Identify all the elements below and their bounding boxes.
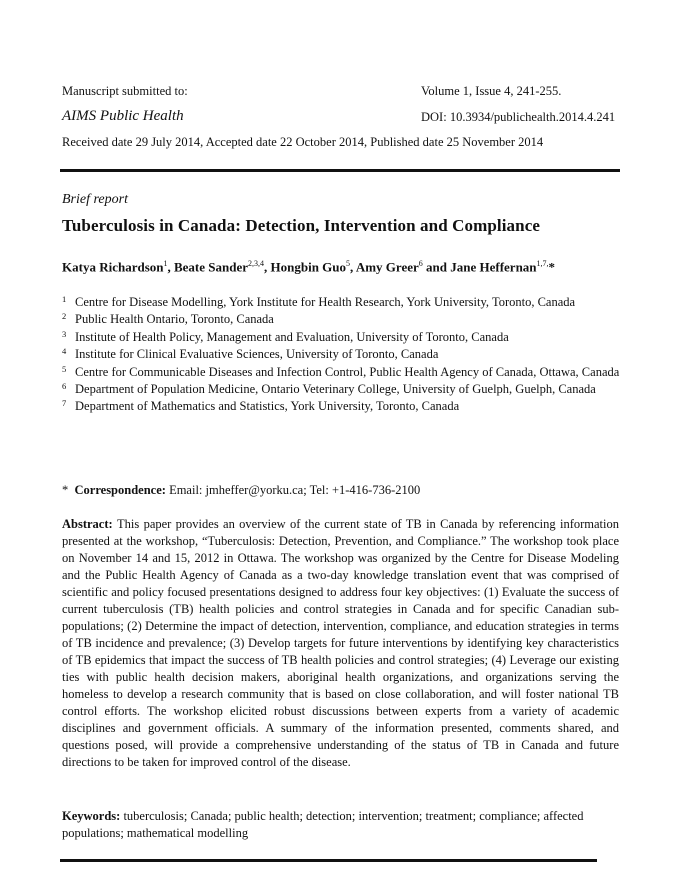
author-separator: , <box>350 259 356 275</box>
corresponding-author-mark: * <box>548 259 556 275</box>
author-affiliation-sup: 2,3,4 <box>248 259 265 268</box>
affiliation-item <box>62 329 620 346</box>
affiliation-text: Institute for Clinical Evaluative Sciences, University of Toronto, Canada <box>75 347 439 362</box>
affiliation-item <box>62 346 620 363</box>
article-type: Brief report <box>62 192 128 207</box>
affiliation-number: 1 <box>62 294 67 304</box>
author-affiliation-sup: 6 <box>418 259 423 268</box>
author-separator: , <box>264 259 271 275</box>
author-name: Hongbin Guo <box>270 259 347 275</box>
author-affiliation-sup: 5 <box>346 259 351 268</box>
author-name: Jane Heffernan <box>450 259 537 275</box>
author-separator: and <box>422 259 451 275</box>
affiliation-number: 3 <box>62 328 67 339</box>
affiliation-text: Centre for Disease Modelling, York Institute for Health Research, York University, Toronto, Canada <box>75 295 576 309</box>
affiliation-text: Department of Population Medicine, Ontario Veterinary College, University of Guelph, Guelph, Canada <box>75 381 596 396</box>
affiliation-text: Centre for Communicable Diseases and Infection Control, Public Health Agency of Canada, Ottawa, Canada <box>75 364 620 379</box>
affiliation-item <box>62 294 620 311</box>
affiliation-number: 2 <box>62 311 67 322</box>
doi: DOI: 10.3934/publichealth.2014.4.241 <box>421 110 616 124</box>
affiliation-item <box>62 311 620 328</box>
affiliation-number: 7 <box>62 398 67 409</box>
author-affiliation-sup: 1 <box>163 259 168 268</box>
keywords-label: Keywords: <box>62 809 121 823</box>
correspondence-label: Correspondence: <box>74 483 166 497</box>
author-affiliation-sup: 1,7, <box>536 259 549 268</box>
article-title: Tuberculosis in Canada: Detection, Intervention and Compliance <box>62 216 540 235</box>
affiliation-number: 4 <box>62 346 67 357</box>
affiliation-number: 5 <box>62 363 67 374</box>
publication-dates: Received date 29 July 2014, Accepted date 22 October 2014, Published date 25 November 2014 <box>62 135 544 149</box>
footer-rule <box>60 859 597 862</box>
affiliation-item <box>62 364 620 381</box>
abstract-label: Abstract: <box>62 517 113 531</box>
header-rule <box>60 169 620 172</box>
correspondence-star: * <box>62 483 69 497</box>
affiliation-list <box>62 294 620 416</box>
author-name: Amy Greer <box>355 259 419 275</box>
affiliation-number: 6 <box>62 380 67 391</box>
author-name: Beate Sander <box>173 259 249 275</box>
journal-name: AIMS Public Health <box>62 108 184 124</box>
abstract-text: This paper provides an overview of the current state of TB in Canada by referencing information presented at the workshop, “Tuberculosis: Detection, Prevention, and Compliance.” The workshop took place on November 14 and 15, 2012 in Ottawa. The workshop was organized by the Centre for Disease Modeling and the Public Health Agency of Canada as a two-day knowledge translation event that was comprised of scientific and policy focused presentations designed to address four key objectives: (1) Evaluate the success of current tuberculosis (TB) health policies and control strategies in Canada and for specific Canadian sub-populations; (2) Determine the impact of detection, intervention, compliance, and education strategies in terms of TB incidence and prevalence; (3) Develop targets for future interventions by identifying key characteristics of TB epidemics that impact the success of TB health policies and control strategies; (4) Leverage our existing ties with public health decision makers, aboriginal health organizations, and organizations serving the homeless to develop a research community that is based on close collaboration, and will foster national TB control efforts. The workshop elicited robust discussions between experts from a variety of academic disciplines and government officials. A summary of the information presented, comments shared, and questions posed, will provide a comprehensive understanding of the status of TB in Canada and future directions to be taken for improved control of the disease. <box>62 517 619 769</box>
affiliation-text: Department of Mathematics and Statistics, York University, Toronto, Canada <box>75 399 460 414</box>
volume-issue: Volume 1, Issue 4, 241-255. <box>421 84 562 98</box>
keywords-text: tuberculosis; Canada; public health; detection; intervention; treatment; compliance; affected populations; mathematical modelling <box>62 809 584 840</box>
author-name: Katya Richardson <box>62 259 164 275</box>
author-separator: , <box>167 259 174 275</box>
affiliation-item <box>62 398 620 415</box>
author-list <box>62 259 555 275</box>
correspondence <box>62 483 420 498</box>
correspondence-contact: Email: jmheffer@yorku.ca; Tel: +1-416-736-2100 <box>169 483 421 497</box>
keywords <box>62 808 619 842</box>
affiliation-text: Institute of Health Policy, Management and Evaluation, University of Toronto, Canada <box>75 329 509 344</box>
abstract <box>62 516 619 771</box>
affiliation-text: Public Health Ontario, Toronto, Canada <box>75 312 274 327</box>
submitted-to-label: Manuscript submitted to: <box>62 84 188 98</box>
affiliation-item <box>62 381 620 398</box>
